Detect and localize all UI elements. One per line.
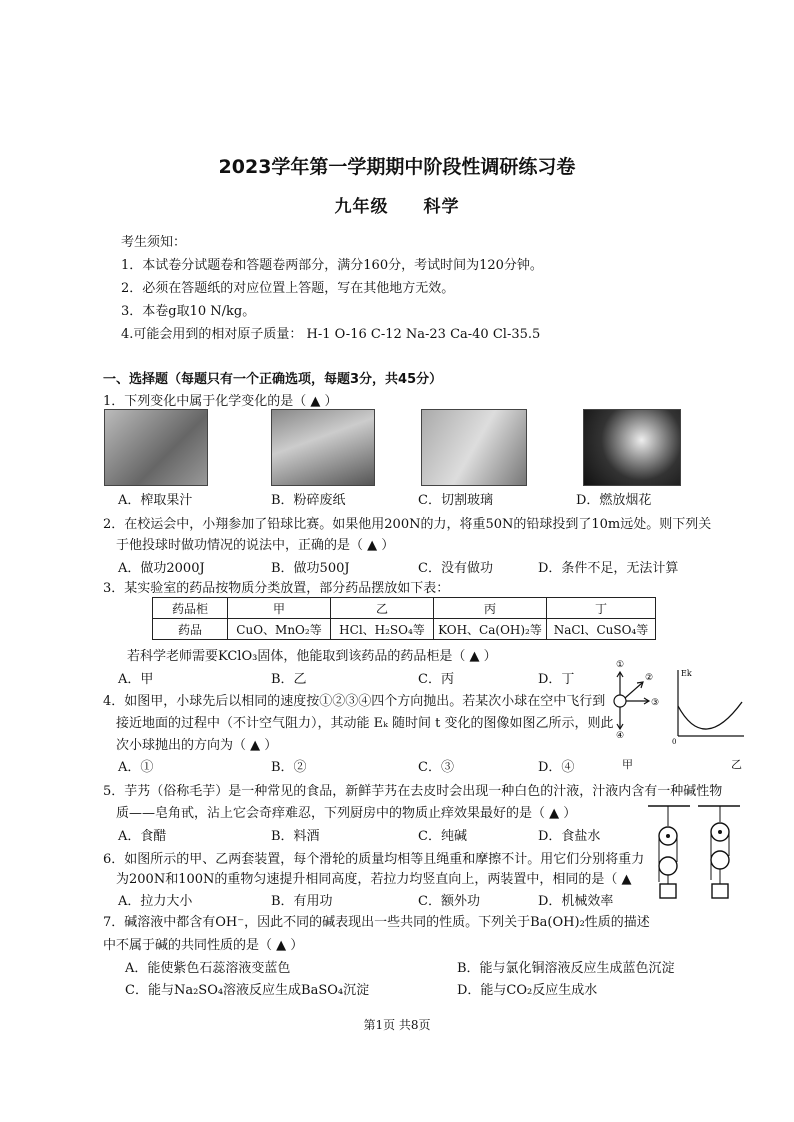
direction-label: ③ [651,698,660,708]
q1-option-a: A．榨取果汁 [118,493,193,508]
notice-item: 3．本卷g取10 N/kg。 [121,304,256,319]
figure-b-label: 乙 [731,758,742,771]
q7-option-d: D．能与CO₂反应生成水 [457,983,598,998]
pulley-diagram [646,800,742,904]
q4-stem: 4．如图甲，小球先后以相同的速度按①②③④四个方向抛出。若某次小球在空中飞行到 [103,694,606,709]
q2-option-a: A．做功2000J [118,561,205,576]
q3-option-a: A．甲 [118,672,154,687]
q6-option-c: C．额外功 [418,894,480,909]
q1-stem: 1．下列变化中属于化学变化的是（ ▲ ） [103,394,338,409]
q4-stem: 接近地面的过程中（不计空气阻力），其动能 Eₖ 随时间 t 变化的图像如图乙所示，则此 [116,716,614,731]
table-cell: 药品柜 [153,598,228,619]
q7-option-c: C．能与Na₂SO₄溶液反应生成BaSO₄沉淀 [125,983,370,998]
notice-item: 1．本试卷分试题卷和答题卷两部分，满分160分，考试时间为120分钟。 [121,258,543,273]
q2-stem: 于他投球时做功情况的说法中，正确的是（ ▲ ） [116,538,395,553]
q7-option-b: B．能与氯化铜溶液反应生成蓝色沉淀 [457,961,675,976]
q2-option-d: D．条件不足，无法计算 [538,561,679,576]
notice-item: 2．必须在答题纸的对应位置上答题，写在其他地方无效。 [121,281,455,296]
q3-stem: 若科学老师需要KClO₃固体，他能取到该药品的药品柜是（ ▲ ） [127,649,497,664]
paper-subtitle [0,192,794,217]
table-cell: CuO、MnO₂等 [228,619,331,640]
q6-stem: 6．如图所示的甲、乙两套装置，每个滑轮的质量均相等且绳重和摩擦不计。用它们分别将重力 [103,852,645,867]
q3-option-b: B．乙 [271,672,307,687]
direction-label: ② [645,673,654,683]
table-row [153,598,656,619]
q2-option-c: C．没有做功 [418,561,493,576]
q2-option-b: B．做功500J [271,561,350,576]
kinetic-energy-graph [668,664,748,744]
q6-option-a: A．拉力大小 [118,894,193,909]
q5-stem: 质——皂角甙，沾上它会奇痒难忍，下列厨房中的物质止痒效果最好的是（ ▲ ） [116,806,577,821]
q1-option-d: D．燃放烟花 [576,493,652,508]
q5-option-d: D．食盐水 [538,829,601,844]
direction-label: ① [616,660,625,670]
q5-option-c: C．纯碱 [418,829,467,844]
fireworks-photo [583,409,681,486]
q2-stem: 2．在校运会中，小翔参加了铅球比赛。如果他用200N的力，将重50N的铅球投到了10m远处。则下列关 [103,517,712,532]
notice-heading: 考生须知： [121,235,187,250]
q1-option-c: C．切割玻璃 [418,493,493,508]
q7-stem: 中不属于碱的共同性质的是（ ▲ ） [103,938,304,953]
section-heading: 一、选择题（每题只有一个正确选项，每题3分，共45分） [103,372,443,387]
q6-option-b: B．有用功 [271,894,333,909]
direction-label: ④ [616,731,625,738]
graph-axis-label: Ek [681,669,692,678]
q3-option-c: C．丙 [418,672,454,687]
table-cell: HCl、H₂SO₄等 [331,619,434,640]
subject-label: 科学 [423,197,460,217]
q3-option-d: D．丁 [538,672,575,687]
table-cell: KOH、Ca(OH)₂等 [434,619,547,640]
q1-option-b: B．粉碎废纸 [271,493,346,508]
q4-stem: 次小球抛出的方向为（ ▲ ） [116,738,278,753]
grade-label: 九年级 [334,197,389,217]
figure-a-label: 甲 [622,758,633,771]
q3-stem: 3．某实验室的药品按物质分类放置，部分药品摆放如下表： [103,581,450,596]
table-cell: 药品 [153,619,228,640]
notice-item: 4.可能会用到的相对原子质量： H-1 O-16 C-12 Na-23 Ca-40 Cl-35.5 [121,327,541,342]
cutting-glass-photo [421,409,527,486]
throw-directions-diagram [600,656,668,738]
q6-stem: 为200N和100N的重物匀速提升相同高度，若拉力均竖直向上，两装置中，相同的是（ ▲ [116,872,632,887]
q7-option-a: A．能使紫色石蕊溶液变蓝色 [125,961,291,976]
table-cell: NaCl、CuSO₄等 [547,619,656,640]
q5-option-a: A．食醋 [118,829,167,844]
paper-title: 2023学年第一学期期中阶段性调研练习卷 [218,156,576,178]
juicing-photo [104,409,208,486]
table-cell: 丙 [434,598,547,619]
q5-option-b: B．料酒 [271,829,320,844]
table-cell: 乙 [331,598,434,619]
table-cell: 丁 [547,598,656,619]
q5-stem: 5．芋艿（俗称毛芋）是一种常见的食品，新鲜芋艿在去皮时会出现一种白色的汁液，汁液内含有一种碱性物 [103,784,723,799]
table-row [153,619,656,640]
shredding-paper-photo [271,409,375,486]
q7-stem: 7．碱溶液中都含有OH⁻，因此不同的碱表现出一些共同的性质。下列关于Ba(OH)₂性质的描述 [103,915,650,930]
q4-option-c: C．③ [418,760,454,775]
drug-table [152,597,656,640]
q4-option-b: B．② [271,760,307,775]
page-footer: 第1页 共8页 [363,1018,431,1032]
q4-option-d: D．④ [538,760,575,775]
table-cell: 甲 [228,598,331,619]
q4-option-a: A．① [118,760,154,775]
graph-origin-label: 0 [672,738,677,744]
q6-option-d: D．机械效率 [538,894,614,909]
